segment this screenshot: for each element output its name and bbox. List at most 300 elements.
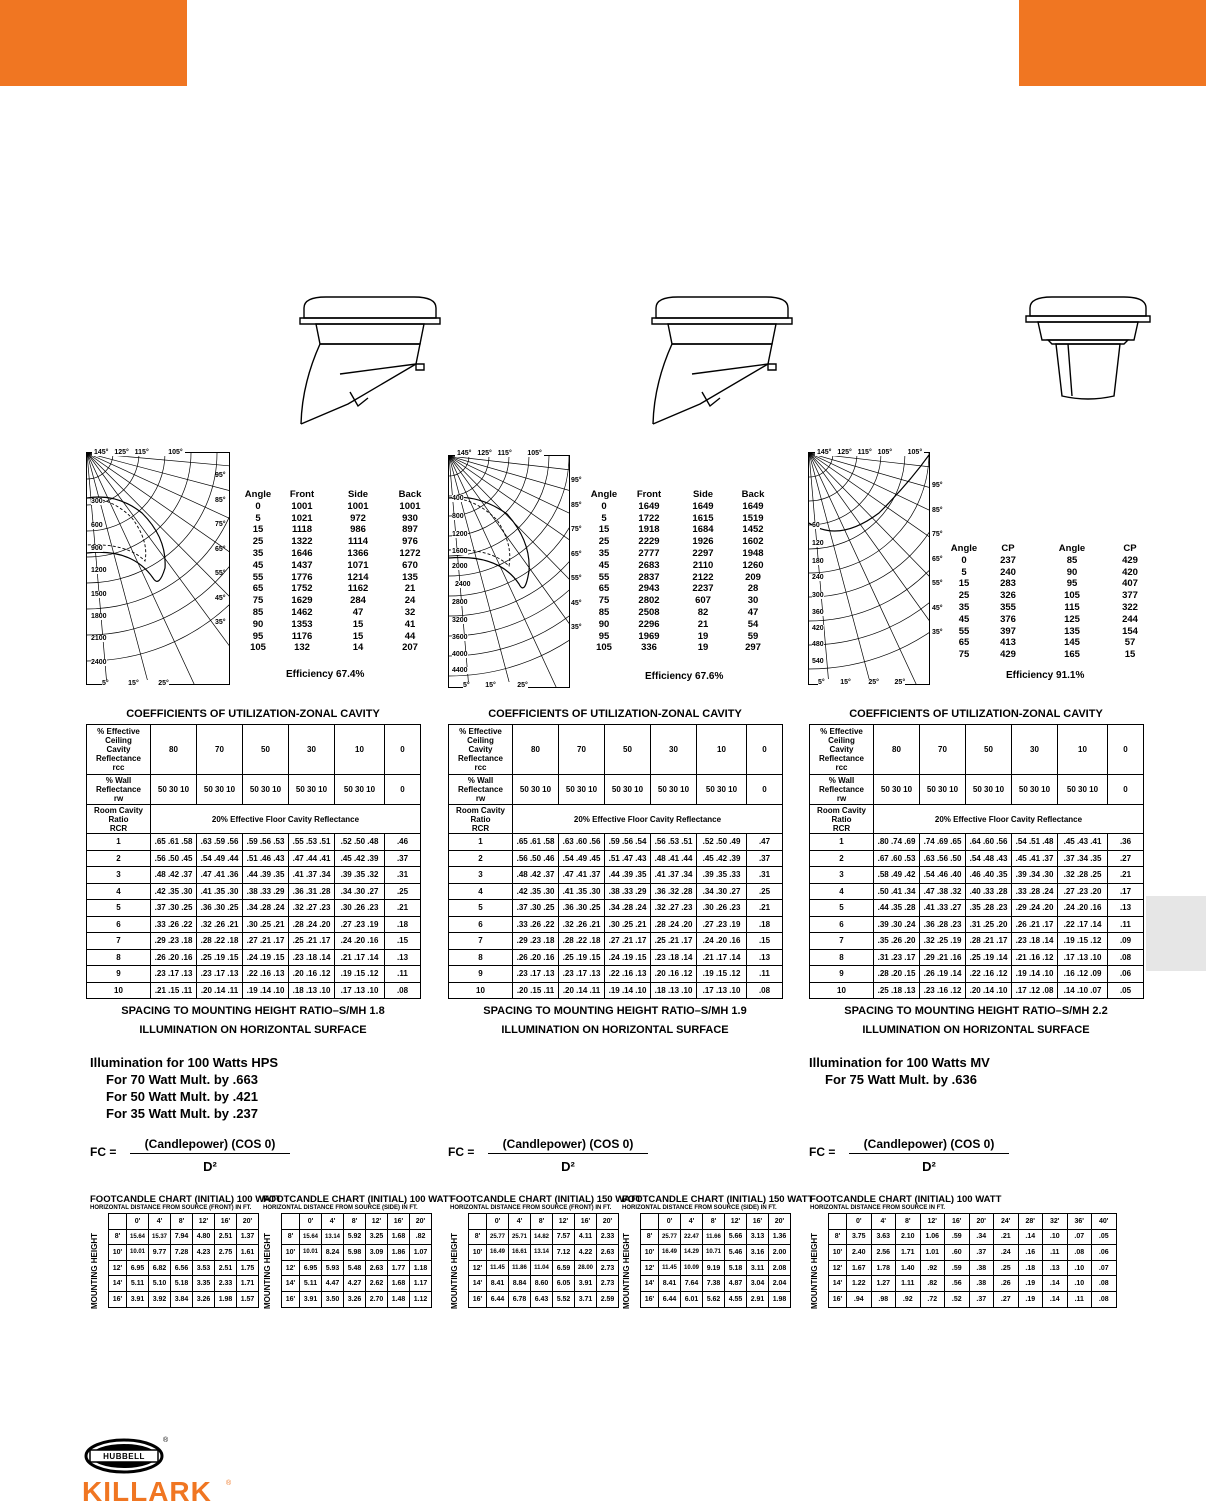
cp-cell: 283 <box>1000 578 1016 590</box>
cp-cell: 986 <box>350 524 366 536</box>
cu-value: .25 <box>747 883 783 900</box>
cp-row <box>946 649 1150 661</box>
ring-label: 120 <box>812 540 824 547</box>
fc-value: 4.47 <box>322 1276 344 1292</box>
rcc-value: 50 <box>243 725 289 775</box>
cp-cell: 30 <box>747 595 759 607</box>
fc-chart-title: FOOTCANDLE CHART (INITIAL) 100 WATT <box>810 1194 1002 1205</box>
cu-row <box>810 982 1144 999</box>
cu-value: .23 .17 .13 <box>151 966 197 983</box>
fc-row-header: 14' <box>109 1276 127 1292</box>
fc-value: 7.57 <box>553 1229 575 1245</box>
cu-value: .20 .14 .11 <box>559 982 605 999</box>
cu-value: .32 .26 .21 <box>559 916 605 933</box>
cu-value: .65 .61 .58 <box>513 834 559 851</box>
cu-value: .45 .42 .39 <box>335 850 385 867</box>
cp-cell: 429 <box>1122 554 1138 566</box>
fc-value: 2.63 <box>366 1260 388 1276</box>
cu-row <box>449 834 783 851</box>
fc-value: .59 <box>945 1229 970 1245</box>
cp-cell: 55 <box>958 625 970 637</box>
cu-value: .17 .13 .10 <box>335 982 385 999</box>
rcr-value: 4 <box>810 883 874 900</box>
cu-value: .34 .28 .24 <box>605 900 651 917</box>
fc-value: 3.92 <box>149 1291 171 1307</box>
cp-row <box>588 513 778 525</box>
fc-col-header: 4' <box>871 1214 896 1230</box>
rw-label-line: Reflectance <box>458 785 503 794</box>
cp-row <box>238 560 430 572</box>
spacing-ratio: SPACING TO MOUNTING HEIGHT RATIO–S/MH 1.9 <box>483 1005 747 1017</box>
cp-header: Side <box>692 489 714 500</box>
cu-value: .44 .39 .35 <box>605 867 651 884</box>
cp-cell: 135 <box>1064 625 1080 637</box>
cu-value: .14 .10 .07 <box>1058 982 1108 999</box>
cp-cell: 135 <box>402 571 418 583</box>
cu-value: .23 .18 .14 <box>1012 933 1058 950</box>
rcc-value: 70 <box>920 725 966 775</box>
cu-value: .48 .42 .37 <box>151 867 197 884</box>
cp-cell: 2508 <box>638 606 660 618</box>
ring-label: 420 <box>812 625 824 632</box>
cp-header: Back <box>741 489 765 500</box>
fc-value: 15.37 <box>149 1229 171 1245</box>
fc-value: 15.64 <box>300 1229 322 1245</box>
fc-value: .82 <box>410 1229 432 1245</box>
rcr-value: 4 <box>87 883 151 900</box>
cu-row <box>449 933 783 950</box>
fc-col-header: 8' <box>896 1214 921 1230</box>
cu-value: .63 .59 .56 <box>197 834 243 851</box>
fc-value: 11.86 <box>509 1260 531 1276</box>
cu-value: .45 .43 .41 <box>1058 834 1108 851</box>
cu-value: .19 .14 .10 <box>605 982 651 999</box>
fc-row-header: 16' <box>469 1291 487 1307</box>
cu-value: .33 .26 .22 <box>513 916 559 933</box>
angle-label: 85° <box>215 496 226 504</box>
cu-row <box>87 900 421 917</box>
fc-row-header: 16' <box>282 1291 300 1307</box>
fc-value: 8.41 <box>487 1276 509 1292</box>
cu-value: .19 .14 .10 <box>243 982 289 999</box>
cp-cell: 1176 <box>291 630 313 642</box>
cp-cell: 397 <box>1000 625 1016 637</box>
fc-value: .94 <box>847 1291 872 1307</box>
fc-value: 2.51 <box>215 1229 237 1245</box>
fc-value: 6.43 <box>531 1291 553 1307</box>
fc-value: 3.13 <box>747 1229 769 1245</box>
fc-value: 2.59 <box>597 1291 619 1307</box>
fc-col-header: 8' <box>531 1214 553 1230</box>
cu-value: .13 <box>747 949 783 966</box>
fc-value: 4.11 <box>575 1229 597 1245</box>
cp-cell: 1649 <box>692 500 714 512</box>
fc-value: 3.50 <box>322 1291 344 1307</box>
cp-cell: 1926 <box>692 536 714 548</box>
cp-cell: 2296 <box>638 618 660 630</box>
fc-row <box>641 1291 791 1307</box>
cp-row <box>238 572 430 584</box>
fc-row-header: 12' <box>469 1260 487 1276</box>
fc-value: 3.11 <box>747 1260 769 1276</box>
cp-cell: 2110 <box>692 559 714 571</box>
cu-value: .37 <box>385 850 421 867</box>
cu-value: .25 <box>385 883 421 900</box>
cp-row <box>588 560 778 572</box>
cu-value: .51 .46 .43 <box>243 850 289 867</box>
cu-table-1 <box>86 724 421 999</box>
fc-row-header: 8' <box>469 1229 487 1245</box>
fc-value: .10 <box>1043 1229 1068 1245</box>
cp-header: Angle <box>1058 543 1086 554</box>
rw-label-line: rw <box>836 794 847 803</box>
cu-value: .41 .37 .34 <box>651 867 697 884</box>
fc-value: 11.45 <box>659 1260 681 1276</box>
fc-label: FC = <box>90 1145 117 1159</box>
angle-label: 15° <box>485 682 496 689</box>
fc-value: 6.01 <box>681 1291 703 1307</box>
cu-value: .11 <box>747 966 783 983</box>
cp-cell: 2777 <box>638 547 660 559</box>
fc-value: 6.95 <box>300 1260 322 1276</box>
hubbell-logo-text: HUBBELL <box>103 1452 145 1461</box>
rw-value: 0 <box>385 775 421 805</box>
cp-cell: 15 <box>1124 649 1136 661</box>
fc-row <box>469 1260 619 1276</box>
cp-cell: 132 <box>294 642 310 654</box>
cu-value: .20 .16 .12 <box>651 966 697 983</box>
cp-row <box>238 607 430 619</box>
angle-label: 105° <box>877 449 893 456</box>
fc-col-header: 20' <box>969 1214 994 1230</box>
cp-cell: 1260 <box>742 559 764 571</box>
fc-row <box>109 1291 259 1307</box>
fc-table <box>640 1213 791 1308</box>
cu-value: .26 .20 .16 <box>151 949 197 966</box>
rcr-value: 1 <box>87 834 151 851</box>
floor-reflectance: 20% Effective Floor Cavity Reflectance <box>874 805 1144 834</box>
fc-chart-title: FOOTCANDLE CHART (INITIAL) 100 WATT <box>90 1194 282 1205</box>
cp-cell: 35 <box>958 601 970 613</box>
cp-cell: 82 <box>697 606 709 618</box>
fc-row-header: 16' <box>641 1291 659 1307</box>
cp-cell: 95 <box>252 630 264 642</box>
fc-row <box>829 1291 1117 1307</box>
angle-label: 15° <box>840 679 851 686</box>
cu-value: .59 .56 .54 <box>605 834 651 851</box>
angle-label: 35° <box>215 619 226 626</box>
cp-row <box>238 513 430 525</box>
fc-row <box>282 1245 432 1261</box>
rcr-value: 5 <box>810 900 874 917</box>
fc-col-header: 28' <box>1018 1214 1043 1230</box>
angle-label: 5° <box>463 682 470 689</box>
cu-row <box>449 883 783 900</box>
cp-cell: 55 <box>598 571 610 583</box>
rcc-value: 80 <box>513 725 559 775</box>
fc-value: 1.40 <box>896 1260 921 1276</box>
angle-label: 5° <box>102 680 109 687</box>
rw-value: 50 30 10 <box>1058 775 1108 805</box>
footcandle-chart-3 <box>810 1194 1117 1308</box>
cu-row <box>810 949 1144 966</box>
candlepower-table-2 <box>588 489 778 654</box>
cu-value: .20 .14 .11 <box>197 982 243 999</box>
fc-value: 25.77 <box>659 1229 681 1245</box>
fc-row-header: 12' <box>109 1260 127 1276</box>
fc-value: 1.17 <box>410 1276 432 1292</box>
cu-value: .27 <box>1108 850 1144 867</box>
cp-cell: 1646 <box>291 547 313 559</box>
cu-value: .44 .39 .35 <box>243 867 289 884</box>
cp-cell: 90 <box>1066 566 1078 578</box>
fc-row-header: 14' <box>641 1276 659 1292</box>
cu-row <box>449 916 783 933</box>
angle-label: 95° <box>571 477 582 484</box>
cp-row <box>238 536 430 548</box>
fc-value: 5.93 <box>322 1260 344 1276</box>
cu-value: .74 .69 .65 <box>920 834 966 851</box>
cp-row <box>946 590 1150 602</box>
rcr-value: 3 <box>449 867 513 884</box>
fc-value: 22.47 <box>681 1229 703 1245</box>
fc-value: .11 <box>1067 1291 1092 1307</box>
cp-cell: 85 <box>598 606 610 618</box>
fc-col-header: 4' <box>149 1214 171 1230</box>
cu-value: .28 .22 .18 <box>197 933 243 950</box>
cu-value: .27 .21 .17 <box>243 933 289 950</box>
rcr-value: 5 <box>87 900 151 917</box>
rcc-label <box>449 725 513 775</box>
candlepower-distribution-curve-3 <box>808 452 930 685</box>
fc-row <box>641 1276 791 1292</box>
cu-value: .36 .32 .28 <box>651 883 697 900</box>
cu-value: .36 <box>1108 834 1144 851</box>
fc-value: 5.11 <box>300 1276 322 1292</box>
cu-value: .19 .15 .12 <box>697 966 747 983</box>
cu-value: .21 .16 .12 <box>1012 949 1058 966</box>
cp-row <box>588 631 778 643</box>
cp-cell: 1366 <box>347 547 369 559</box>
cu-value: .80 .74 .69 <box>874 834 920 851</box>
cp-cell: 105 <box>1064 590 1080 602</box>
ring-label: 480 <box>812 641 824 648</box>
cu-value: .30 .26 .23 <box>697 900 747 917</box>
cp-cell: 90 <box>252 618 264 630</box>
cu-value: .18 <box>747 916 783 933</box>
fc-corner <box>469 1214 487 1230</box>
cu-value: .25 .21 .17 <box>651 933 697 950</box>
cp-cell: 2237 <box>692 583 714 595</box>
angle-label: 85° <box>571 501 582 509</box>
cu-row <box>810 867 1144 884</box>
fc-value: 25.71 <box>509 1229 531 1245</box>
cu-row <box>87 834 421 851</box>
cp-cell: 1114 <box>347 536 369 548</box>
cp-cell: 1629 <box>291 595 313 607</box>
cp-cell: 1272 <box>399 547 421 559</box>
cu-value: .56 .50 .46 <box>513 850 559 867</box>
fc-value: 3.09 <box>366 1245 388 1261</box>
cu-value: .27 .23 .19 <box>335 916 385 933</box>
ring-label: 1600 <box>452 548 468 555</box>
cu-value: .28 .24 .20 <box>651 916 697 933</box>
rcr-label-line: RCR <box>832 823 851 833</box>
fc-col-header: 12' <box>553 1214 575 1230</box>
fc-value: 1.18 <box>410 1260 432 1276</box>
fc-value: .34 <box>969 1229 994 1245</box>
cp-cell: 15 <box>352 630 364 642</box>
fc-value: 2.04 <box>769 1276 791 1292</box>
cu-value: .55 .53 .51 <box>289 834 335 851</box>
rcr-value: 1 <box>810 834 874 851</box>
rcr-value: 10 <box>449 982 513 999</box>
angle-label: 35° <box>932 629 943 636</box>
cp-cell: 2837 <box>638 571 660 583</box>
cp-cell: 2802 <box>638 595 660 607</box>
fc-value: 2.70 <box>366 1291 388 1307</box>
cp-row <box>588 595 778 607</box>
cp-cell: 2122 <box>692 571 714 583</box>
fc-formula-1 <box>90 1137 310 1177</box>
candlepower-distribution-curve-2 <box>448 455 570 688</box>
cp-header: Angle <box>244 489 272 500</box>
fc-row-header: 8' <box>282 1229 300 1245</box>
fc-value: .08 <box>1092 1291 1117 1307</box>
cu-value: .32 .25 .19 <box>920 933 966 950</box>
fc-value: 14.82 <box>531 1229 553 1245</box>
section-tab <box>1146 896 1206 971</box>
cu-value: .27 .23 .20 <box>1058 883 1108 900</box>
fc-row-header: 8' <box>829 1229 847 1245</box>
cp-cell: 1452 <box>742 524 764 536</box>
fc-value: 5.46 <box>725 1245 747 1261</box>
cu-row <box>810 883 1144 900</box>
cu-value: .41 .37 .34 <box>289 867 335 884</box>
cu-value: .56 .53 .51 <box>651 834 697 851</box>
cp-row <box>946 602 1150 614</box>
killark-logo: KILLARK <box>82 1476 212 1507</box>
cu-value: .30 .25 .21 <box>243 916 289 933</box>
cu-value: .19 .15 .12 <box>335 966 385 983</box>
cu-value: .37 <box>747 850 783 867</box>
fc-value: .38 <box>969 1260 994 1276</box>
cu-value: .23 .16 .12 <box>920 982 966 999</box>
rw-value: 50 30 10 <box>966 775 1012 805</box>
cu-value: .17 .13 .10 <box>697 982 747 999</box>
rcr-label-line: Ratio <box>108 814 129 824</box>
fc-value: 2.33 <box>597 1229 619 1245</box>
fc-value: .92 <box>896 1291 921 1307</box>
cu-value: .47 .44 .41 <box>289 850 335 867</box>
cu-value: .25 .21 .17 <box>289 933 335 950</box>
cp-cell: 28 <box>747 583 759 595</box>
cu-row <box>449 900 783 917</box>
fc-value: 13.14 <box>322 1229 344 1245</box>
fc-value: .19 <box>1018 1291 1043 1307</box>
cu-row <box>810 933 1144 950</box>
rcr-value: 6 <box>810 916 874 933</box>
fc-value: 4.27 <box>344 1276 366 1292</box>
rw-value: 50 30 10 <box>920 775 966 805</box>
fc-value: 1.98 <box>769 1291 791 1307</box>
fc-value: .27 <box>994 1291 1019 1307</box>
fc-value: 3.91 <box>127 1291 149 1307</box>
cu-value: .32 .27 .23 <box>289 900 335 917</box>
cu-value: .28 .24 .20 <box>289 916 335 933</box>
rcr-label-line: Room Cavity <box>94 805 143 815</box>
fc-value: 11.04 <box>531 1260 553 1276</box>
rcc-value: 30 <box>651 725 697 775</box>
cu-value: .47 .41 .37 <box>559 867 605 884</box>
cu-value: .28 .21 .17 <box>966 933 1012 950</box>
fc-value: 14.29 <box>681 1245 703 1261</box>
cp-cell: 165 <box>1064 649 1080 661</box>
cu-value: .31 .23 .17 <box>874 949 920 966</box>
spacing-ratio: SPACING TO MOUNTING HEIGHT RATIO–S/MH 1.8 <box>121 1005 385 1017</box>
angle-label: 95° <box>932 482 943 489</box>
mounting-height-label: MOUNTING HEIGHT <box>450 1233 459 1309</box>
cu-value: .47 .41 .36 <box>197 867 243 884</box>
cu-row <box>810 916 1144 933</box>
rcr-label-line: Ratio <box>831 814 852 824</box>
fc-value: 13.14 <box>531 1245 553 1261</box>
footcandle-chart-1b <box>263 1194 454 1308</box>
ring-label: 1800 <box>91 613 107 620</box>
cu-value: .28 .20 .15 <box>874 966 920 983</box>
fc-value: 8.60 <box>531 1276 553 1292</box>
ring-label: 600 <box>91 522 103 529</box>
fc-row-header: 14' <box>282 1276 300 1292</box>
cu-value: .38 .33 .29 <box>243 883 289 900</box>
ring-label: 800 <box>452 513 464 520</box>
cu-row <box>449 867 783 884</box>
rcc-label-line: Reflectance <box>96 754 141 763</box>
cp-cell: 1071 <box>347 559 369 571</box>
cu-value: .21 <box>385 900 421 917</box>
cu-table-2 <box>448 724 783 999</box>
cu-value: .58 .49 .42 <box>874 867 920 884</box>
cp-cell: 25 <box>252 536 264 548</box>
cp-row <box>946 555 1150 567</box>
cu-value: .23 .17 .13 <box>513 966 559 983</box>
fc-value: 1.77 <box>388 1260 410 1276</box>
cu-value: .37 .34 .35 <box>1058 850 1108 867</box>
ring-label: 4400 <box>452 667 468 674</box>
fc-row <box>641 1260 791 1276</box>
rcc-value: 10 <box>335 725 385 775</box>
cu-value: .37 .30 .25 <box>513 900 559 917</box>
fc-value: .07 <box>1067 1229 1092 1245</box>
fc-row <box>109 1245 259 1261</box>
efficiency-label: Efficiency 67.4% <box>286 669 365 680</box>
fc-value: 1.68 <box>388 1276 410 1292</box>
cp-cell: 15 <box>598 524 610 536</box>
fc-row-header: 12' <box>829 1260 847 1276</box>
cp-row <box>946 578 1150 590</box>
fc-value: .37 <box>969 1245 994 1261</box>
fc-value: .16 <box>1018 1245 1043 1261</box>
fc-value: 2.08 <box>769 1260 791 1276</box>
cu-value: .20 .15 .11 <box>513 982 559 999</box>
fc-denominator: D² <box>922 1159 936 1174</box>
ring-label: 400 <box>452 495 464 502</box>
cu-value: .17 <box>1108 883 1144 900</box>
fc-value: 10.09 <box>681 1260 703 1276</box>
rcc-value: 10 <box>697 725 747 775</box>
angle-label: 125° <box>477 450 492 457</box>
fc-row-header: 10' <box>109 1245 127 1261</box>
